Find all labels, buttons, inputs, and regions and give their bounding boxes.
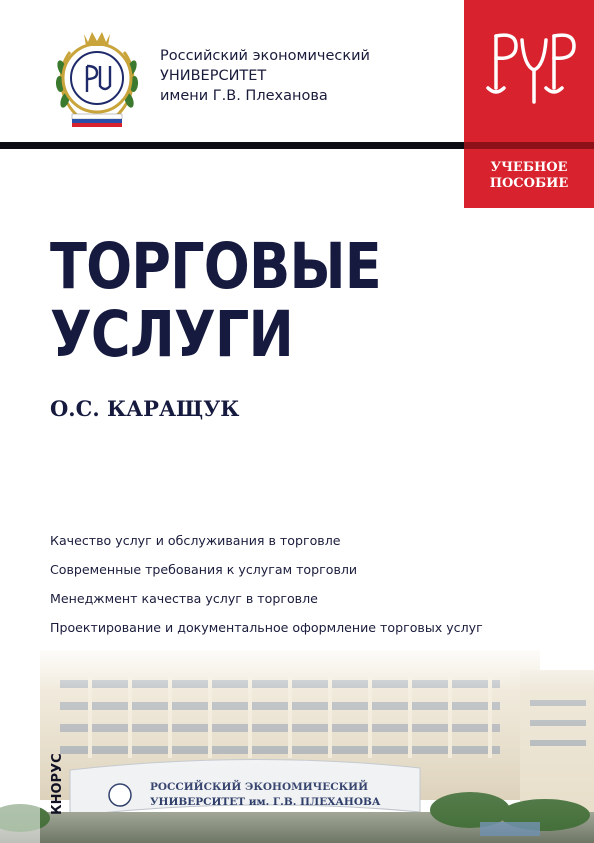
university-name-line3: имени Г.В. Плеханова [160,88,328,104]
topic-item: Менеджмент качества услуг в торговле [50,591,318,606]
series-badge-block [464,0,594,208]
university-name-line1: Российский экономический [160,48,370,64]
topics-list [50,526,483,642]
university-building-photo [0,640,594,843]
series-badge-divider [464,142,594,149]
book-type-line1: УЧЕБНОЕ [490,160,568,175]
publisher-name: КНОРУС [50,753,65,815]
topic-item: Качество услуг и обслуживания в торговле [50,533,341,548]
topic-item: Проектирование и документальное оформление торговых услуг [50,620,483,635]
book-type-label [464,160,594,192]
book-title [50,230,381,371]
university-name-line2: УНИВЕРСИТЕТ [160,68,267,84]
book-type-line2: ПОСОБИЕ [489,176,569,191]
author-name: О.С. КАРАЩУК [50,396,240,421]
university-name [160,46,370,106]
red-monogram-logo-icon [484,26,576,112]
book-title-line2: УСЛУГИ [50,298,294,371]
topic-item: Современные требования к услугам торговли [50,562,358,577]
book-title-line1: ТОРГОВЫЕ [50,230,381,303]
university-emblem-icon [50,22,144,130]
